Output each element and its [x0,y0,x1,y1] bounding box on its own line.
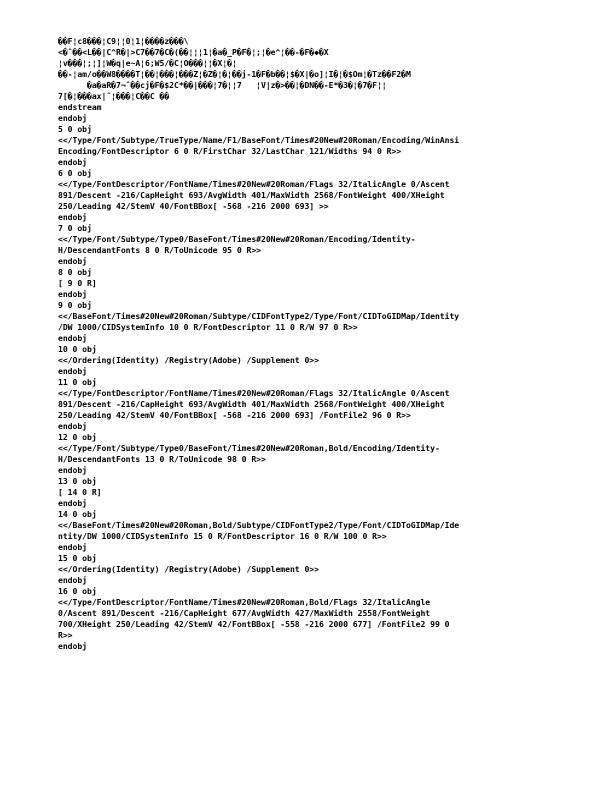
source-line: ntity/DW 1000/CIDSystemInfo 15 0 R/FontDescriptor 16 0 R/W 100 0 R>> [58,531,387,541]
source-line: H/DescendantFonts 8 0 R/ToUnicode 95 0 R>> [58,245,261,255]
source-line: endobj [58,575,87,585]
source-line: <</Ordering(Identity) /Registry(Adobe) /Supplement 0>> [58,355,319,365]
source-line: endobj [58,498,87,508]
source-line: <</Type/FontDescriptor/FontName/Times#20New#20Roman/Flags 32/ItalicAngle 0/Ascent [58,388,450,398]
source-line: 12 0 obj [58,432,97,442]
source-line: endobj [58,212,87,222]
source-line: R>> [58,630,73,640]
source-line: Encoding/FontDescriptor 6 0 R/FirstChar 32/LastChar 121/Widths 94 0 R>> [58,146,402,156]
source-line: H/DescendantFonts 13 0 R/ToUnicode 98 0 R>> [58,454,266,464]
source-line: endstream [58,102,102,112]
source-line: ¦v���¦;¦]¦W�q|e~A¦6;W5/�C¦O���¦¦�X¦�¦ [58,58,237,68]
source-line: 11 0 obj [58,377,97,387]
source-line: <�ˆ��<L��|C^R�|>C7��7�C�(��¦¦¦1¦�a�_P�F�¦;¦�e^¦��-�F�◆�X [58,47,329,57]
source-line: ��F¦c8���¦C9¦¦0¦1¦����z���\ [58,36,189,46]
source-line: 14 0 obj [58,509,97,519]
source-line: endobj [58,465,87,475]
source-line: /DW 1000/CIDSystemInfo 10 0 R/FontDescriptor 11 0 R/W 97 0 R>> [58,322,358,332]
source-line: <</Type/FontDescriptor/FontName/Times#20New#20Roman/Flags 32/ItalicAngle 0/Ascent [58,179,450,189]
source-line: 15 0 obj [58,553,97,563]
source-line: endobj [58,421,87,431]
source-line: 13 0 obj [58,476,97,486]
source-line: [ 9 0 R] [58,278,97,288]
source-line: ��-¦am/o��W8����T¦��¦���¦���Z¦�Z�¦�¦��j-1�F�b��¦$�X|�o]¦I�¦�$Om¦�Tz��F2�M [58,69,411,79]
source-line: 16 0 obj [58,586,97,596]
source-line: 8 0 obj [58,267,92,277]
source-line: 7[�¦���ax|ˆ¦���¦C��C �� [58,91,170,101]
source-line: 9 0 obj [58,300,92,310]
source-line: 0/Ascent 891/Descent -216/CapHeight 677/AvgWidth 427/MaxWidth 2558/FontWeight [58,608,431,618]
pdf-source-text [58,36,542,652]
source-line: endobj [58,113,87,123]
source-line: �a�aR�7¬ˆ��cj�F�$2C*��|���¦7�¦¦7 ¦V|z�>��¦�DN��-E*�3�¦�7�F¦¦ [58,80,387,90]
source-line: endobj [58,641,87,651]
source-line: 700/XHeight 250/Leading 42/StemV 42/FontBBox[ -558 -216 2000 677] /FontFile2 99 0 [58,619,450,629]
source-line: <</BaseFont/Times#20New#20Roman/Subtype/CIDFontType2/Type/Font/CIDToGIDMap/Identity [58,311,460,321]
source-line: endobj [58,542,87,552]
source-line: 250/Leading 42/StemV 40/FontBBox[ -568 -216 2000 693] >> [58,201,329,211]
source-line: endobj [58,157,87,167]
source-line: 891/Descent -216/CapHeight 693/AvgWidth 401/MaxWidth 2568/FontWeight 400/XHeight [58,190,445,200]
source-line: 5 0 obj [58,124,92,134]
source-line: <</BaseFont/Times#20New#20Roman,Bold/Subtype/CIDFontType2/Type/Font/CIDToGIDMap/Ide [58,520,460,530]
source-line: 6 0 obj [58,168,92,178]
source-line: 891/Descent -216/CapHeight 693/AvgWidth 401/MaxWidth 2568/FontWeight 400/XHeight [58,399,445,409]
source-line: endobj [58,256,87,266]
source-line: <</Type/Font/Subtype/Type0/BaseFont/Times#20New#20Roman/Encoding/Identity- [58,234,416,244]
source-line: <</Type/Font/Subtype/Type0/BaseFont/Times#20New#20Roman,Bold/Encoding/Identity- [58,443,440,453]
source-line: 250/Leading 42/StemV 40/FontBBox[ -568 -216 2000 693] /FontFile2 96 0 R>> [58,410,411,420]
source-line: <</Type/FontDescriptor/FontName/Times#20New#20Roman,Bold/Flags 32/ItalicAngle [58,597,431,607]
source-line: endobj [58,289,87,299]
source-line: endobj [58,333,87,343]
source-line: <</Ordering(Identity) /Registry(Adobe) /Supplement 0>> [58,564,319,574]
source-line: [ 14 0 R] [58,487,102,497]
source-line: 7 0 obj [58,223,92,233]
source-line: 10 0 obj [58,344,97,354]
source-line: <</Type/Font/Subtype/TrueType/Name/F1/BaseFont/Times#20New#20Roman/Encoding/WinAnsi [58,135,460,145]
source-line: endobj [58,366,87,376]
